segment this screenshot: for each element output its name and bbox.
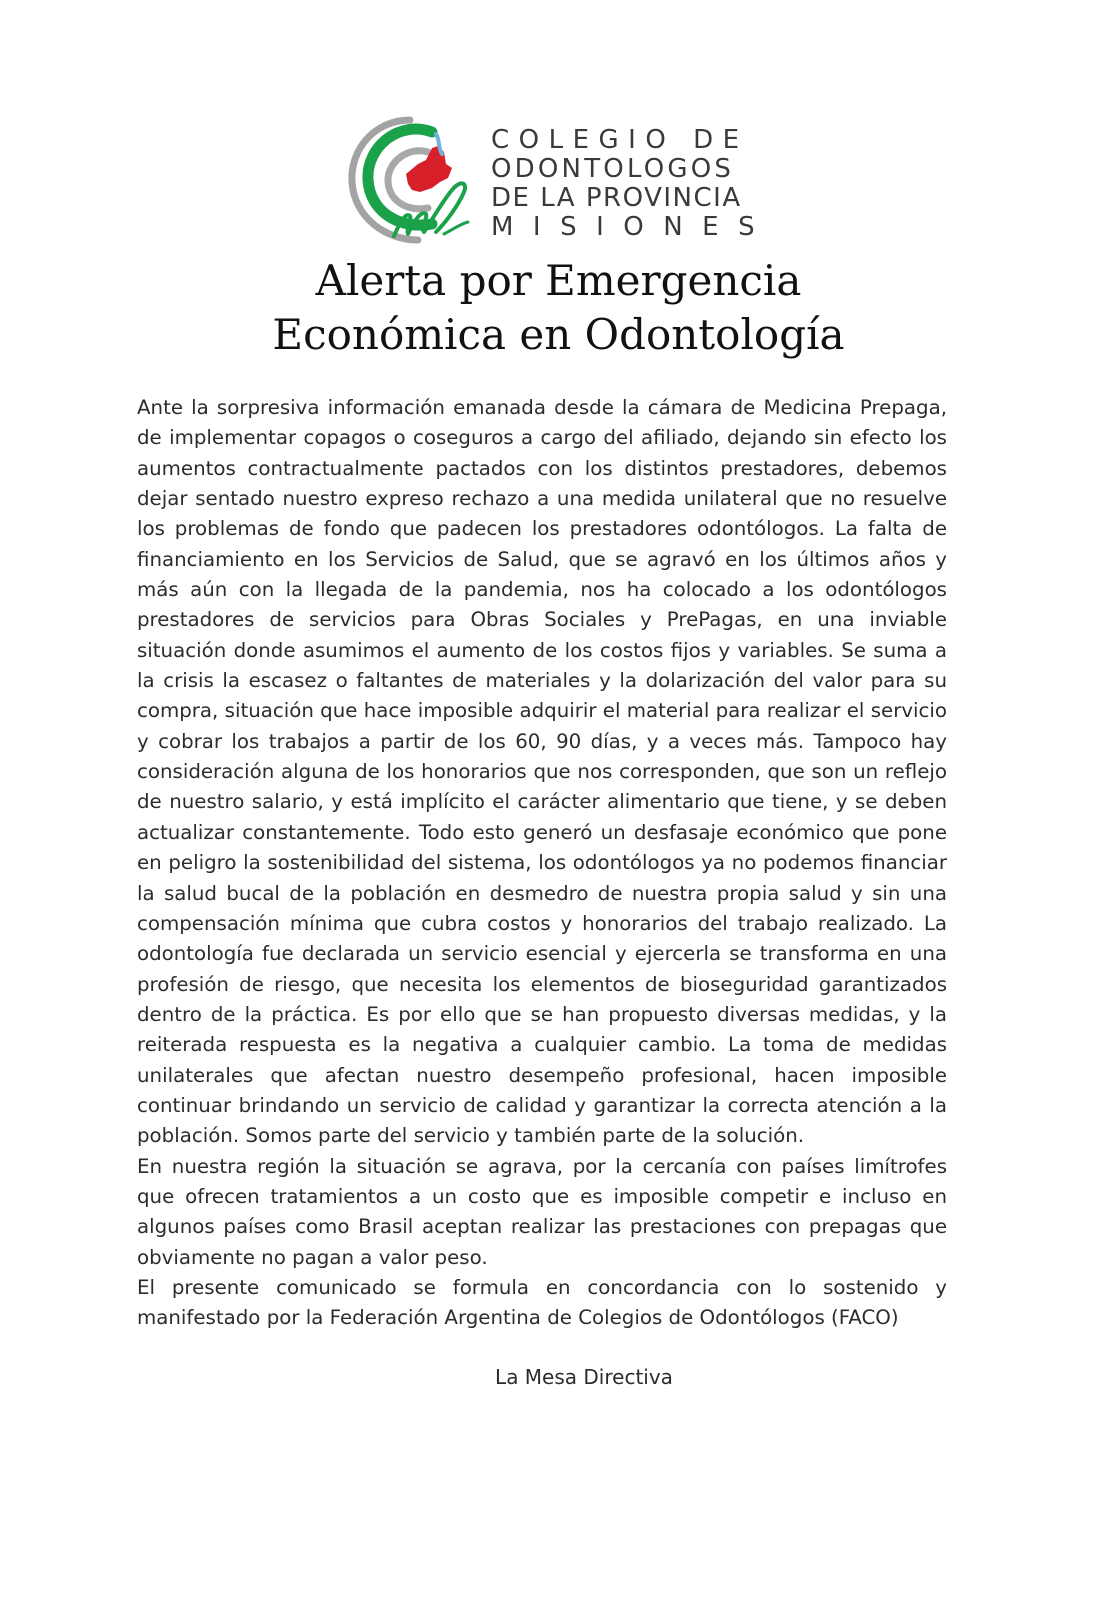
logo-line: COLEGIO DE bbox=[491, 125, 749, 155]
page-title bbox=[0, 254, 1117, 362]
body-paragraph: En nuestra región la situación se agrava, por la cercanía con países limítrofes que ofrecen tratamientos a un costo que es imposible competir e incluso en algunos países como Brasil aceptan realizar las prestaciones con prepagas que obviamente no pagan a valor peso. bbox=[137, 1154, 947, 1269]
logo-wordmark bbox=[491, 125, 775, 242]
logo-line: ODONTOLOGOS bbox=[491, 154, 735, 184]
title-line-2: Económica en Odontología bbox=[272, 310, 845, 359]
college-emblem-icon bbox=[348, 112, 483, 247]
logo-line: MISIONES bbox=[491, 212, 775, 242]
logo-line: DE LA PROVINCIA bbox=[491, 183, 742, 213]
body-paragraph: Ante la sorpresiva información emanada desde la cámara de Medicina Prepaga, de implementar copagos o coseguros a cargo del afiliado, dejando sin efecto los aumentos contractualmente pactados con los distintos prestadores, debemos dejar sentado nuestro expreso rechazo a una medida unilateral que no resuelve los problemas de fondo que padecen los prestadores odontólogos. La falta de financiamiento en los Servicios de Salud, que se agravó en los últimos años y más aún con la llegada de la pandemia, nos ha colocado a los odontólogos prestadores de servicios para Obras Sociales y PrePagas, en una inviable situación donde asumimos el aumento de los costos fijos y variables. Se suma a la crisis la escasez o faltantes de materiales y la dolarización del valor para su compra, situación que hace imposible adquirir el material para realizar el servicio y cobrar los trabajos a partir de los 60, 90 días, y a veces más. Tampoco hay consideración alguna de los honorarios que nos corresponden, que son un reflejo de nuestro salario, y está implícito el carácter alimentario que tiene, y se deben actualizar constantemente. Todo esto generó un desfasaje económico que pone en peligro la sostenibilidad del sistema, los odontólogos ya no podemos financiar la salud bucal de la población en desmedro de nuestra propia salud y sin una compensación mínima que cubra costos y honorarios del trabajo realizado. La odontología fue declarada un servicio esencial y ejercerla se transforma en una profesión de riesgo, que necesita los elementos de bioseguridad garantizados dentro de la práctica. Es por ello que se han propuesto diversas medidas, y la reiterada respuesta es la negativa a cualquier cambio. La toma de medidas unilaterales que afectan nuestro desempeño profesional, hacen imposible continuar brindando un servicio de calidad y garantizar la correcta atención a la población. Somos parte del servicio y también parte de la solución. bbox=[137, 396, 947, 1148]
body-paragraph: El presente comunicado se formula en concordancia con lo sostenido y manifestado por la Federación Argentina de Colegios de Odontólogos (FACO) bbox=[137, 1275, 947, 1330]
statement-body bbox=[137, 393, 947, 1334]
signature: La Mesa Directiva bbox=[495, 1365, 673, 1389]
title-line-1: Alerta por Emergencia bbox=[315, 256, 802, 305]
college-logo bbox=[348, 112, 775, 252]
